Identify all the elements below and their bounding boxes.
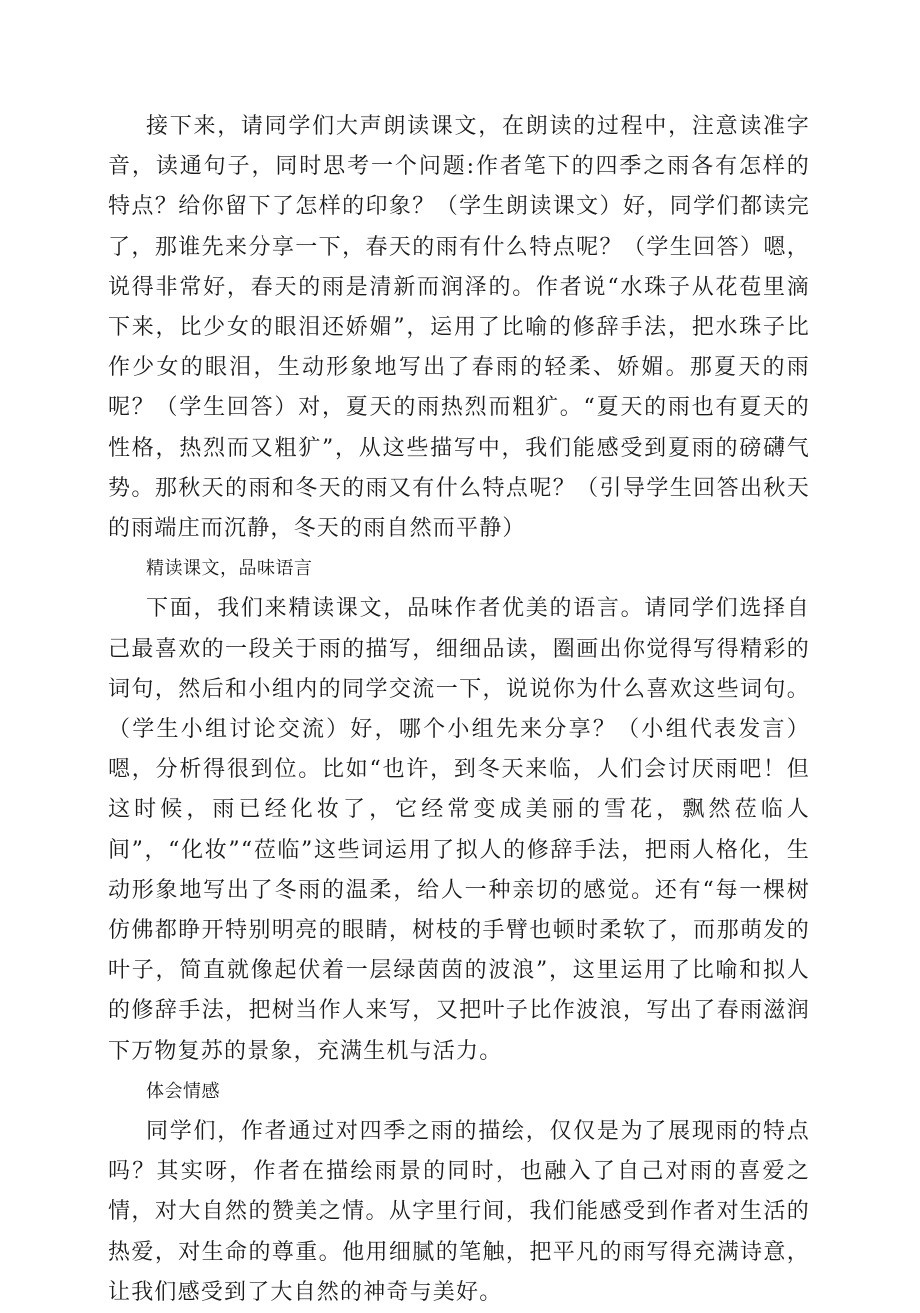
section-heading-emotion: 体会情感 bbox=[146, 1080, 220, 1102]
paragraph-reading-questions: 接下来，请同学们大声朗读课文，在朗读的过程中，注意读准字音，读通句子，同时思考一个问题:作者笔下的四季之雨各有怎样的特点？给你留下了怎样的印象？（学生朗读课文）好，同学们都读完了，那谁先来分享一下，春天的雨有什么特点呢？（学生回答）嗯，说得非常好，春天的雨是清新而润泽的。作者说“水珠子从花苞里滴下来，比少女的眼泪还娇媚”，运用了比喻的修辞手法，把水珠子比作少女的眼泪，生动形象地写出了春雨的轻柔、娇媚。那夏天的雨呢？（学生回答）对，夏天的雨热烈而粗犷。“夏天的雨也有夏天的性格，热烈而又粗犷”，从这些描写中，我们能感受到夏雨的磅礴气势。那秋天的雨和冬天的雨又有什么特点呢？（引导学生回答出秋天的雨端庄而沉静，冬天的雨自然而平静） bbox=[108, 114, 810, 542]
document-body bbox=[108, 107, 810, 1313]
paragraph-close-reading: 下面，我们来精读课文，品味作者优美的语言。请同学们选择自己最喜欢的一段关于雨的描写，细细品读，圈画出你觉得写得精彩的词句，然后和小组内的同学交流一下，说说你为什么喜欢这些词句。（学生小组讨论交流）好，哪个小组先来分享？（小组代表发言）嗯，分析得很到位。比如“也许，到冬天来临，人们会讨厌雨吧！但这时候，雨已经化妆了，它经常变成美丽的雪花，飘然莅临人间”，“化妆”“莅临”这些词运用了拟人的修辞手法，把雨人格化，生动形象地写出了冬雨的温柔，给人一种亲切的感觉。还有“每一棵树仿佛都睁开特别明亮的眼睛，树枝的手臂也顿时柔软了，而那萌发的叶子，简直就像起伏着一层绿茵茵的波浪”，这里运用了比喻和拟人的修辞手法，把树当作人来写，又把叶子比作波浪，写出了春雨滋润下万物复苏的景象，充满生机与活力。 bbox=[108, 596, 810, 1064]
section-heading-close-reading: 精读课文，品味语言 bbox=[146, 558, 313, 580]
paragraph-emotion: 同学们，作者通过对四季之雨的描绘，仅仅是为了展现雨的特点吗？其实呀，作者在描绘雨景的同时，也融入了自己对雨的喜爱之情，对大自然的赞美之情。从字里行间，我们能感受到作者对生活的热爱，对生命的尊重。他用细腻的笔触，把平凡的雨写得充满诗意，让我们感受到了大自然的神奇与美好。 bbox=[108, 1119, 810, 1305]
